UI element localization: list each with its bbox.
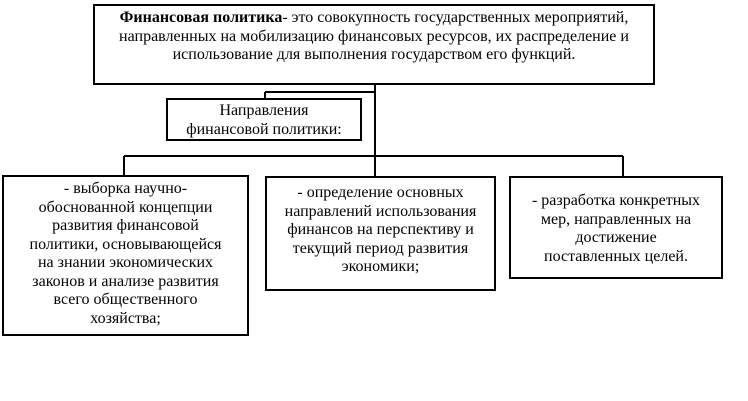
branch-box-center (265, 176, 496, 291)
branch-box-right (509, 176, 723, 279)
directions-line-2: финансовой политики: (186, 121, 342, 138)
branch-left-line: развития финансовой (52, 217, 199, 234)
branch-center-line: экономики; (341, 258, 420, 275)
branch-left-line: - выборка научно- (63, 180, 188, 197)
directions-line-1: Направления (219, 102, 309, 119)
branch-center-line: текущий период развития (292, 239, 469, 257)
branch-left-line: всего общественного (53, 291, 198, 308)
branch-center-line: финансов на перспективу и (287, 221, 474, 238)
branch-center-line: - определение основных (297, 184, 464, 201)
branch-right-line: - разработка конкретных (531, 192, 701, 209)
branch-right-line: мер, направленных на (540, 210, 692, 228)
branch-right-line: поставленных целей. (544, 247, 688, 265)
branch-left-line: хозяйства; (90, 309, 161, 327)
branch-box-left (2, 175, 249, 336)
branch-left-line: на знании экономических (37, 254, 214, 271)
directions-box (166, 98, 362, 141)
branch-left-line: законов и анализе развития (32, 272, 219, 290)
branch-right-line: достижение (575, 229, 657, 246)
definition-text: - это совокупность государственных мероприятий, направленных на мобилизацию финансовых ресурсов, их распределение и использование для выполнения государством его функций. (119, 9, 629, 63)
branch-left-line: обоснованной концепции (38, 198, 213, 216)
branch-center-line: направлений использования (284, 202, 477, 220)
definition-box (93, 4, 655, 85)
branch-left-line: политики, основывающейся (29, 235, 222, 253)
definition-term: Финансовая политика (119, 9, 283, 26)
